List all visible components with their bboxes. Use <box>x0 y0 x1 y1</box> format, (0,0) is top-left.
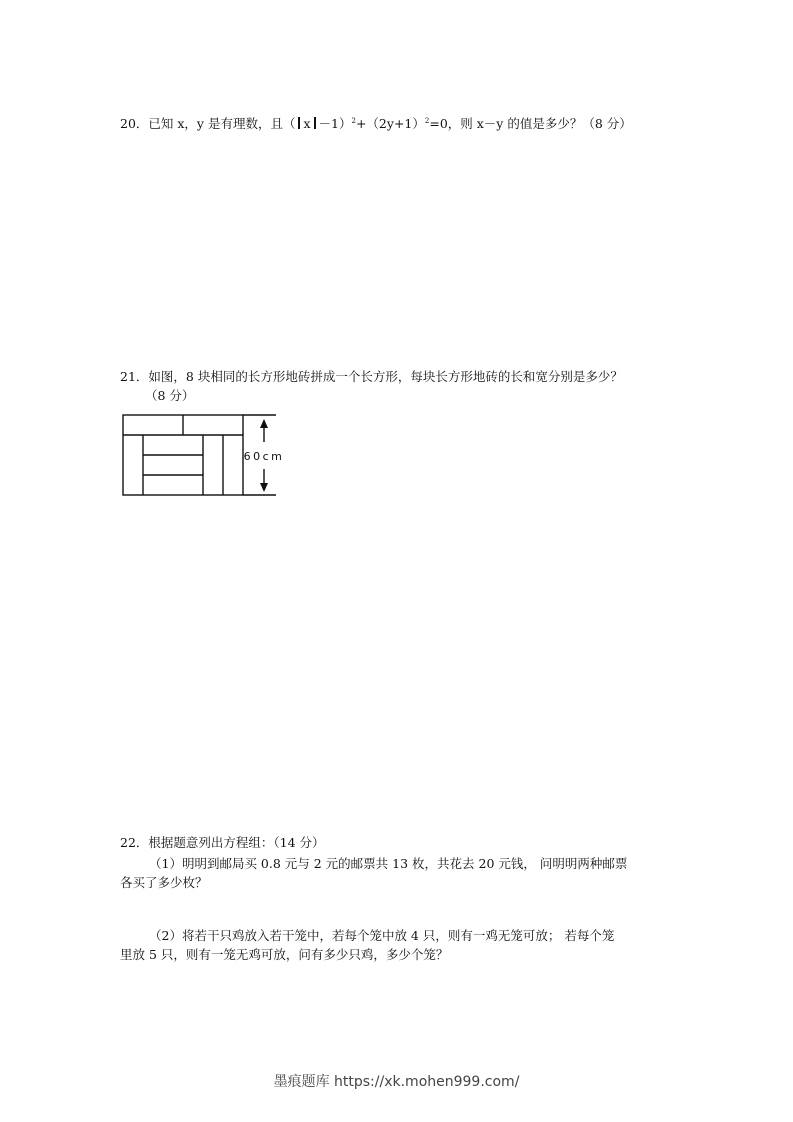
q20-exponent-2: 2 <box>424 116 430 125</box>
q20-minus-one: －1） <box>318 116 352 131</box>
q20-abs-var: x <box>303 116 311 131</box>
abs-bar-left <box>298 117 300 129</box>
question-22-part-2-line-1: （2）将若干只鸡放入若干笼中，若每个笼中放 4 只，则有一鸡无笼可放； 若每个笼 <box>149 928 615 943</box>
question-21-line-1: 21．如图，8 块相同的长方形地砖拼成一个长方形，每块长方形地砖的长和宽分别是多少？ <box>120 369 623 384</box>
tile-figure <box>119 412 289 498</box>
q20-mid: +（2y+1） <box>355 116 425 131</box>
q20-prefix: 20．已知 x，y 是有理数，且（ <box>120 116 296 131</box>
footer-watermark[interactable]: 墨痕题库 https://xk.mohen999.com/ <box>273 1074 520 1090</box>
question-22-part-1-line-1: （1）明明到邮局买 0.8 元与 2 元的邮票共 13 枚，共花去 20 元钱， 问明明两种邮票 <box>149 856 628 871</box>
figure-dimension-label: 60cm <box>243 450 285 463</box>
arrow-down-icon <box>260 483 268 492</box>
question-21-line-2: （8 分） <box>145 388 195 403</box>
question-22-part-2-line-2: 里放 5 只，则有一笼无鸡可放，问有多少只鸡，多少个笼？ <box>120 947 449 962</box>
q20-exponent-1: 2 <box>351 116 356 125</box>
arrow-up-icon <box>260 419 268 428</box>
question-20 <box>120 116 632 132</box>
q20-suffix: =0，则 x－y 的值是多少？（8 分） <box>429 116 632 131</box>
question-22-title: 22．根据题意列出方程组：（14 分） <box>120 835 325 850</box>
abs-bar-right <box>314 117 316 129</box>
question-22-part-1-line-2: 各买了多少枚？ <box>120 875 208 890</box>
